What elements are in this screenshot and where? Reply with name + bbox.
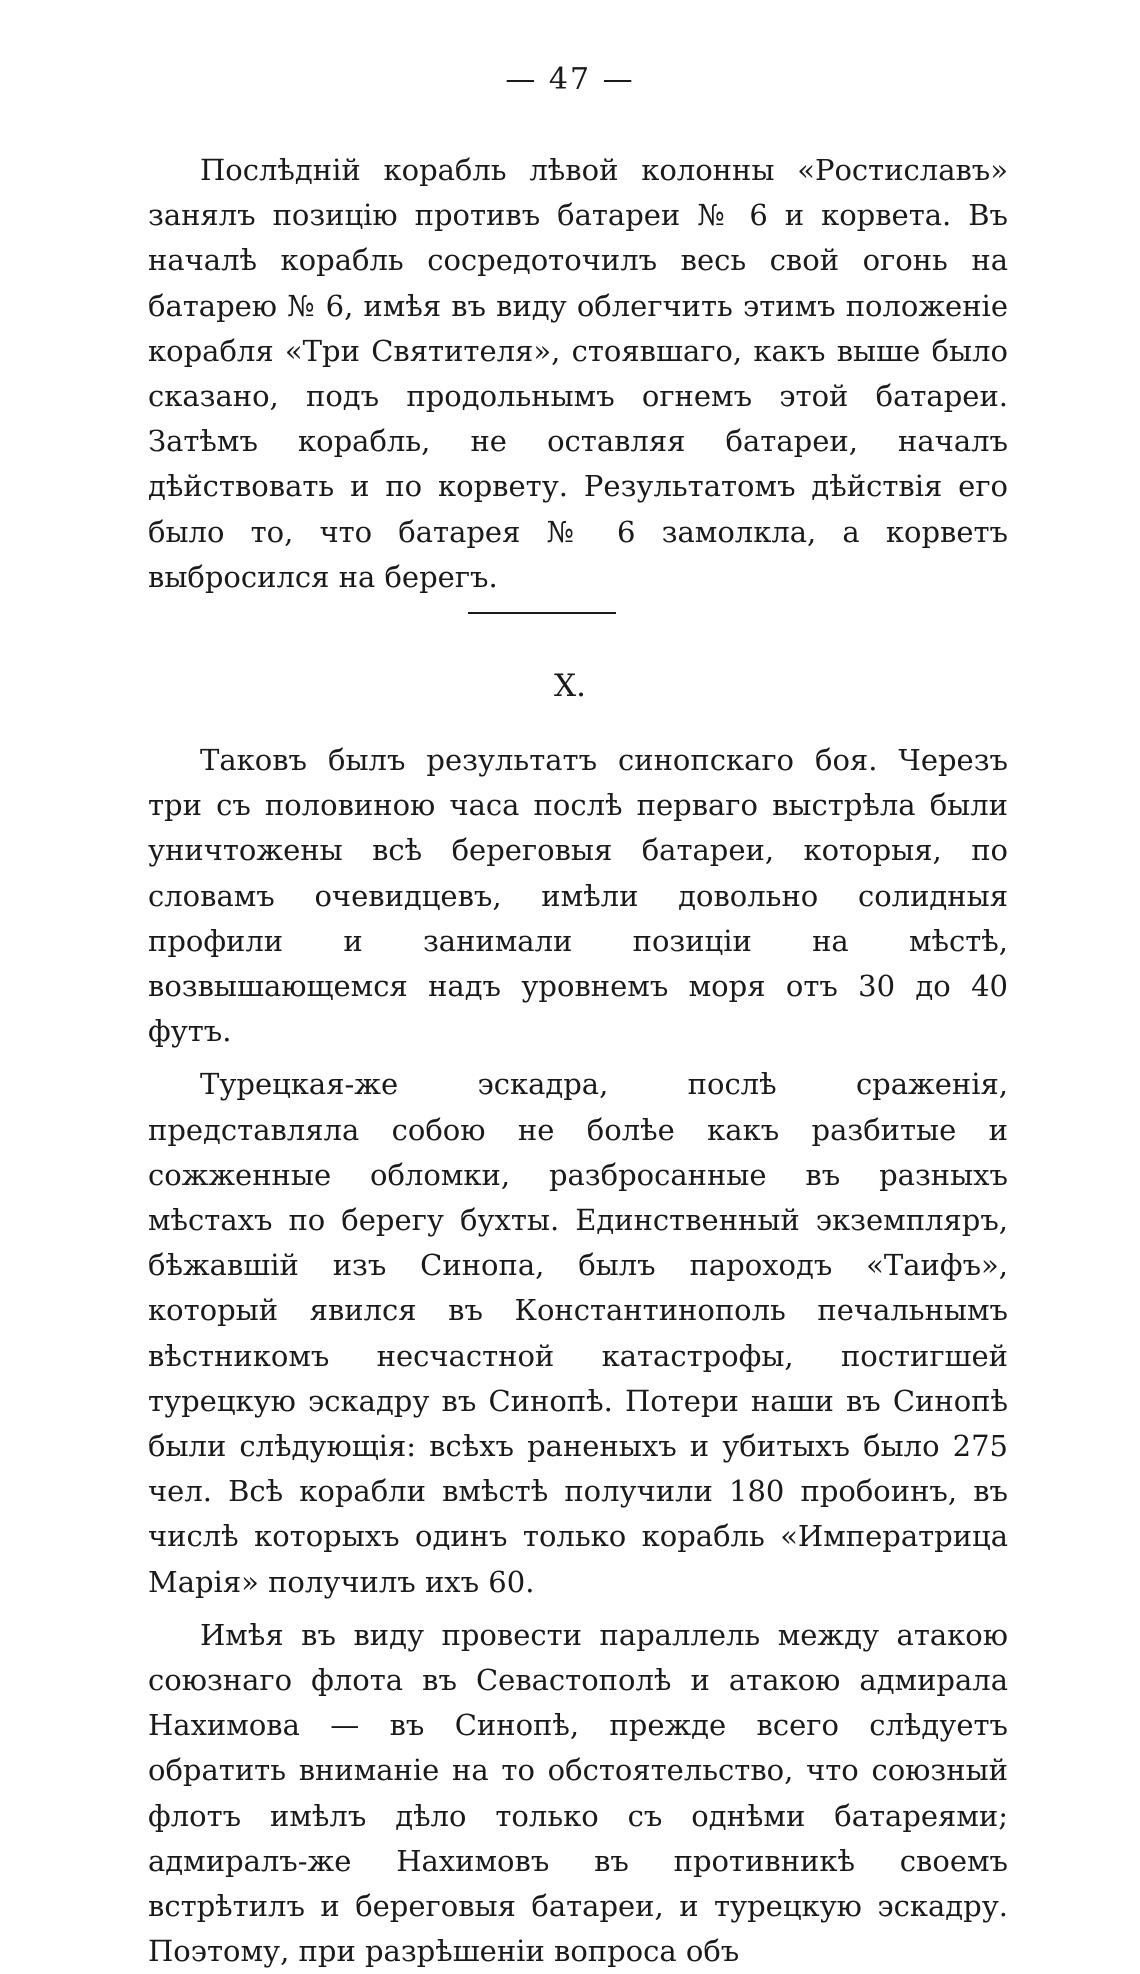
page-number: — 47 — — [505, 62, 635, 97]
paragraph: Таковъ былъ результатъ синопскаго боя. Черезъ три съ половиною часа послѣ перваго выстрѣла были уничтожены всѣ береговыя батареи, которыя, по словамъ очевидцевъ, имѣли довольно солидныя профили и занимали позицiи на мѣстѣ, возвышающемся надъ уровнемъ моря отъ 30 до 40 футъ. — [148, 743, 1008, 1049]
text-block-before-section — [148, 148, 1008, 600]
section-heading: X. — [554, 668, 586, 704]
paragraph: Турецкая-же эскадра, послѣ сраженiя, представляла собою не болѣе какъ разбитые и сожженные обломки, разбросанные въ разныхъ мѣстахъ по берегу бухты. Единственный экземпляръ, бѣжавшiй изъ Синопа, былъ пароходъ «Таифъ», который явился въ Константинополь печальнымъ вѣстникомъ несчастной катастрофы, постигшей турецкую эскадру въ Синопѣ. Потери наши въ Синопѣ были слѣдующiя: всѣхъ раненыхъ и убитыхъ было 275 чел. Всѣ корабли вмѣстѣ получили 180 пробоинъ, въ числѣ которыхъ одинъ только корабль «Императрица Марiя» получилъ ихъ 60. — [148, 1067, 1008, 1599]
paragraph: Послѣднiй корабль лѣвой колонны «Ростиславъ» занялъ позицiю противъ батареи № 6 и корвета. Въ началѣ корабль сосредоточилъ весь свой огонь на батарею № 6, имѣя въ виду облегчить этимъ положенiе корабля «Три Святителя», стоявшаго, какъ выше было сказано, подъ продольнымъ огнемъ этой батареи. Затѣмъ корабль, не оставляя батареи, началъ дѣйствовать и по корвету. Результатомъ дѣйствiя его было то, что батарея № 6 замолкла, а корветъ выбросился на берегъ. — [148, 153, 1008, 594]
text-block-after-section — [148, 738, 1008, 1974]
paragraph: Имѣя въ виду провести параллель между атакою союзнаго флота въ Севастополѣ и атакою адмирала Нахимова — въ Синопѣ, прежде всего слѣдуетъ обратить вниманiе на то обстоятельство, что союзный флотъ имѣлъ дѣло только съ однѣми батареями; адмиралъ-же Нахимовъ въ противникѣ своемъ встрѣтилъ и береговыя батареи, и турецкую эскадру. Поэтому, при разрѣшенiи вопроса объ — [148, 1617, 1008, 1969]
section-divider — [468, 612, 616, 614]
